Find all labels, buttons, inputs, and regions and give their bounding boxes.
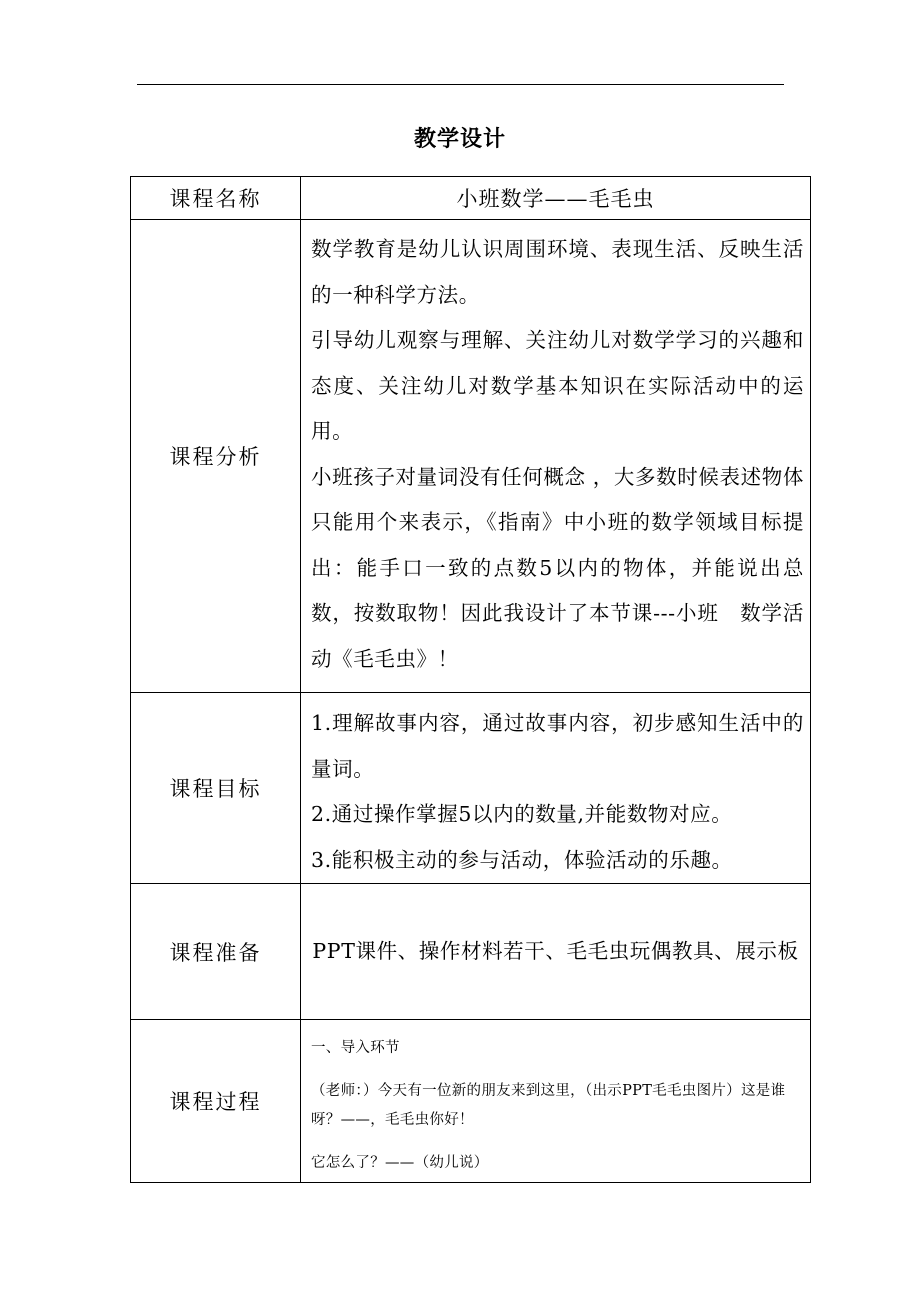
preparation-label: 课程准备	[131, 884, 301, 1020]
process-line: （老师：）今天有一位新的朋友来到这里，（出示PPT毛毛虫图片）这是谁呀？——，毛毛虫你好！	[311, 1083, 786, 1128]
process-label: 课程过程	[131, 1020, 301, 1183]
table-row-preparation	[131, 884, 811, 1020]
page-title: 教学设计	[413, 127, 506, 152]
course-name-value: 小班数学——毛毛虫	[301, 177, 811, 220]
process-line: 它怎么了？——（幼儿说）	[311, 1155, 489, 1171]
course-name-label: 课程名称	[131, 177, 301, 220]
preparation-content	[301, 884, 811, 1020]
process-content	[301, 1020, 811, 1183]
table-row-goals	[131, 693, 811, 884]
goals-label: 课程目标	[131, 693, 301, 884]
analysis-paragraph: 小班孩子对量词没有任何概念 ，大多数时候表述物体只能用个来表示，《指南》中小班的数学领域目标提出：能手口一致的点数5以内的物体，并能说出总数，按数取物！因此我设计了本节课---小班 数学活动《毛毛虫》！	[311, 464, 804, 671]
process-line: 一、导入环节	[311, 1040, 400, 1056]
lesson-plan-table	[130, 176, 811, 1183]
header-rule	[137, 84, 784, 85]
analysis-paragraph: 数学教育是幼儿认识周围环境、表现生活、反映生活的一种科学方法。	[311, 237, 804, 307]
goal-item: 1.理解故事内容，通过故事内容，初步感知生活中的量词。	[311, 711, 804, 781]
table-row-process	[131, 1020, 811, 1183]
preparation-text: PPT课件、操作材料若干、毛毛虫玩偶教具、展示板	[312, 939, 799, 963]
analysis-label: 课程分析	[131, 220, 301, 693]
table-row-analysis	[131, 220, 811, 693]
analysis-content	[301, 220, 811, 693]
analysis-paragraph: 引导幼儿观察与理解、关注幼儿对数学学习的兴趣和态度、关注幼儿对数学基本知识在实际活动中的运用。	[311, 328, 804, 443]
goals-content	[301, 693, 811, 884]
table-row-course-name	[131, 177, 811, 220]
goal-item: 3.能积极主动的参与活动，体验活动的乐趣。	[311, 847, 733, 872]
goal-item: 2.通过操作掌握5以内的数量,并能数物对应。	[311, 802, 733, 826]
